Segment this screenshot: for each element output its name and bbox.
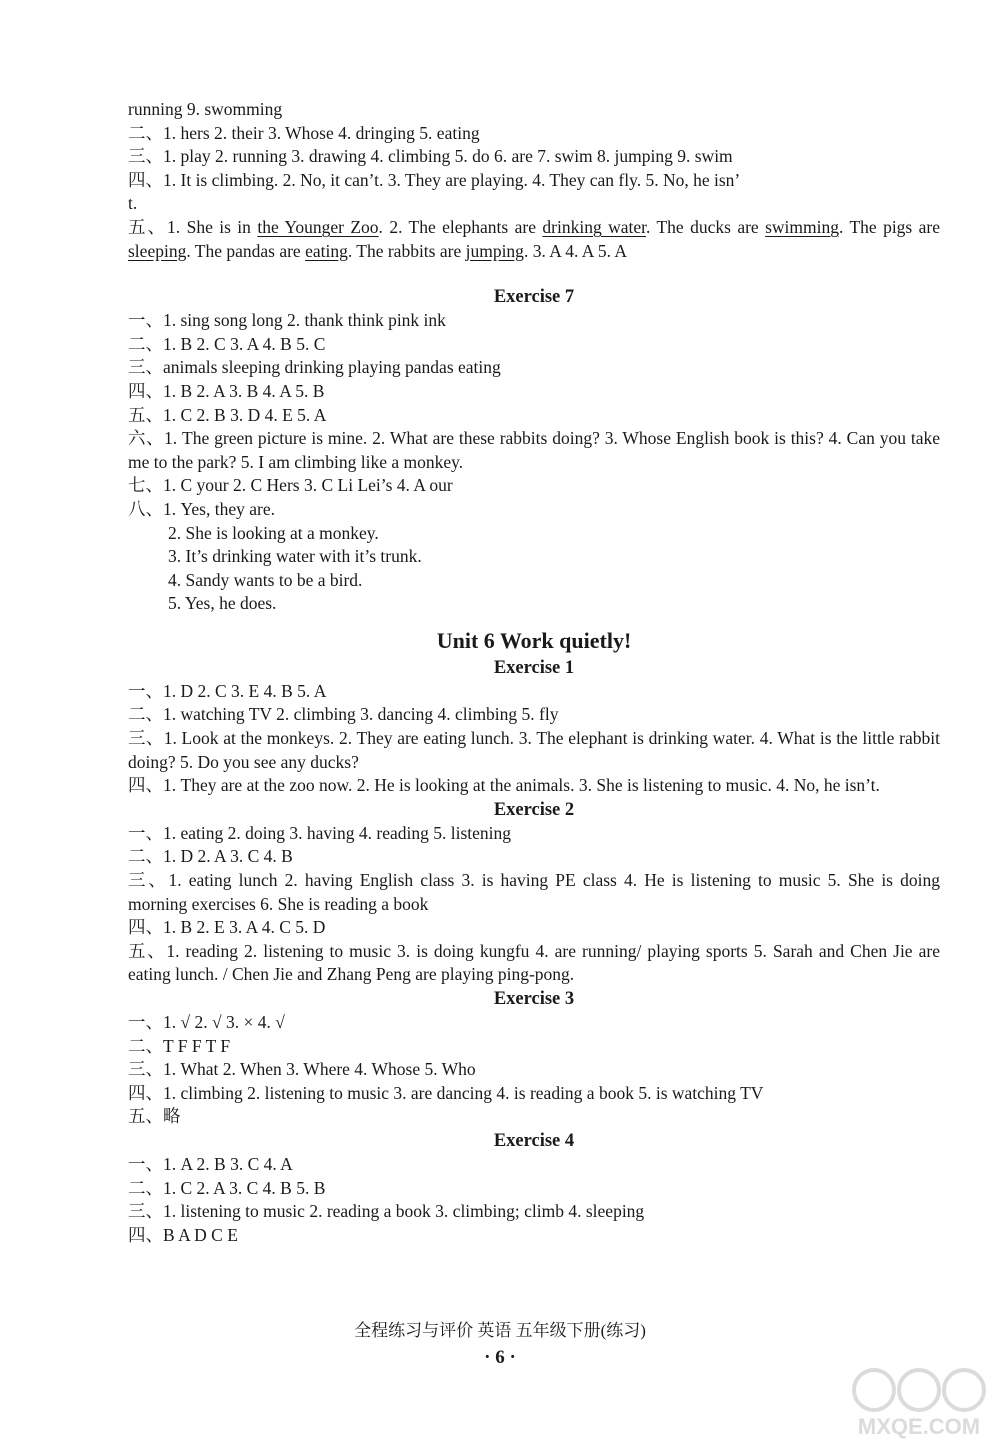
answer-line: 四、1. B 2. E 3. A 4. C 5. D	[128, 917, 326, 938]
watermark-text: MXQE.COM	[857, 1414, 981, 1439]
underlined-answer: eating	[305, 240, 348, 261]
answer-line: 5. Yes, he does.	[168, 593, 277, 614]
answer-line: 七、1. C your 2. C Hers 3. C Li Lei’s 4. A our	[128, 475, 453, 496]
answer-line: 二、1. C 2. A 3. C 4. B 5. B	[128, 1177, 326, 1198]
watermark-logo-icon	[844, 1362, 994, 1442]
answer-line: 三、1. listening to music 2. reading a book 3. climbing; climb 4. sleeping	[128, 1201, 645, 1222]
text-run: . 3. A 4. A 5. A	[523, 240, 628, 261]
answer-line: 一、1. sing song long 2. thank think pink ink	[128, 310, 446, 331]
answer-line: running 9. swomming	[128, 99, 283, 119]
answer-line: 一、1. D 2. C 3. E 4. B 5. A	[128, 680, 327, 701]
book-footer: 全程练习与评价 英语 五年级下册(练习)	[354, 1321, 646, 1340]
text-run: 五、1. She is in	[128, 216, 258, 237]
answer-line: 三、1. What 2. When 3. Where 4. Whose 5. Who	[128, 1059, 476, 1080]
underlined-answer: sleeping	[128, 240, 187, 261]
answer-paragraph: 四、1. They are at the zoo now. 2. He is looking at the animals. 3. She is listening to music. 4. No, he isn’t.	[128, 775, 880, 796]
underlined-answer: the Younger Zoo	[257, 216, 379, 237]
answer-line: 三、animals sleeping drinking playing pandas eating	[128, 357, 501, 378]
answer-line: t.	[128, 193, 138, 214]
answer-line: 五、略	[128, 1106, 181, 1127]
text-run: . The pigs are	[839, 216, 941, 237]
answer-paragraph: 六、1. The green picture is mine. 2. What are these rabbits doing? 3. Whose English book is this? 4. Can you take me to the park? 5. I am climbing like a monkey.	[128, 428, 940, 472]
answer-line: 二、T F F T F	[128, 1035, 231, 1056]
answer-line: 2. She is looking at a monkey.	[168, 522, 379, 543]
exercise-title: Exercise 4	[493, 1130, 575, 1151]
answer-line: 二、1. B 2. C 3. A 4. B 5. C	[128, 333, 326, 354]
answer-line: 二、1. watching TV 2. climbing 3. dancing 4. climbing 5. fly	[128, 704, 559, 725]
unit-title: Unit 6 Work quietly!	[436, 627, 632, 653]
answer-line: 二、1. hers 2. their 3. Whose 4. dringing 5. eating	[128, 122, 480, 143]
answer-paragraph: 三、1. Look at the monkeys. 2. They are eating lunch. 3. The elephant is drinking water. 4. What is the little rabbit doing? 5. Do you see any ducks?	[128, 728, 940, 772]
exercise-title: Exercise 1	[493, 657, 575, 678]
answer-line: 四、B A D C E	[128, 1224, 238, 1245]
exercise-title: Exercise 2	[493, 799, 575, 820]
exercise-title: Exercise 7	[493, 287, 575, 308]
answer-line: 四、1. climbing 2. listening to music 3. are dancing 4. is reading a book 5. is watching TV	[128, 1082, 764, 1103]
answer-line: 一、1. eating 2. doing 3. having 4. reading 5. listening	[128, 822, 512, 843]
answer-line: 五、1. C 2. B 3. D 4. E 5. A	[128, 404, 327, 425]
answer-paragraph-five	[128, 216, 940, 263]
text-run: . The pandas are	[186, 240, 306, 261]
text-run: . 2. The elephants are	[378, 216, 543, 237]
text-run: . The rabbits are	[347, 240, 466, 261]
answer-line: 一、1. √ 2. √ 3. × 4. √	[128, 1012, 285, 1032]
answer-line: 一、1. A 2. B 3. C 4. A	[128, 1153, 293, 1174]
answer-line: 二、1. D 2. A 3. C 4. B	[128, 846, 293, 867]
answer-line: 三、1. play 2. running 3. drawing 4. climbing 5. do 6. are 7. swim 8. jumping 9. swim	[128, 146, 733, 167]
answer-paragraph: 三、1. eating lunch 2. having English class 3. is having PE class 4. He is listening to music 5. She is doing morning exercises 6. She is reading a book	[128, 870, 940, 914]
page-number: · 6 ·	[484, 1347, 516, 1368]
answer-page	[128, 98, 940, 1247]
text-run: . The ducks are	[646, 216, 766, 237]
answer-paragraph: 五、1. reading 2. listening to music 3. is doing kungfu 4. are running/ playing sports 5. Sarah and Chen Jie are eating lunch. / Chen Jie and Zhang Peng are playing ping-pong.	[128, 940, 940, 985]
underlined-answer: jumping	[465, 240, 524, 261]
answer-line: 四、1. It is climbing. 2. No, it can’t. 3. They are playing. 4. They can fly. 5. No, he isn’	[128, 169, 741, 190]
underlined-answer: swimming	[765, 216, 839, 237]
underlined-answer: drinking water	[542, 216, 647, 237]
answer-line: 八、1. Yes, they are.	[128, 498, 275, 519]
answer-line: 3. It’s drinking water with it’s trunk.	[168, 546, 422, 567]
answer-line: 四、1. B 2. A 3. B 4. A 5. B	[128, 380, 325, 401]
exercise-title: Exercise 3	[493, 989, 575, 1009]
answer-line: 4. Sandy wants to be a bird.	[168, 569, 363, 590]
